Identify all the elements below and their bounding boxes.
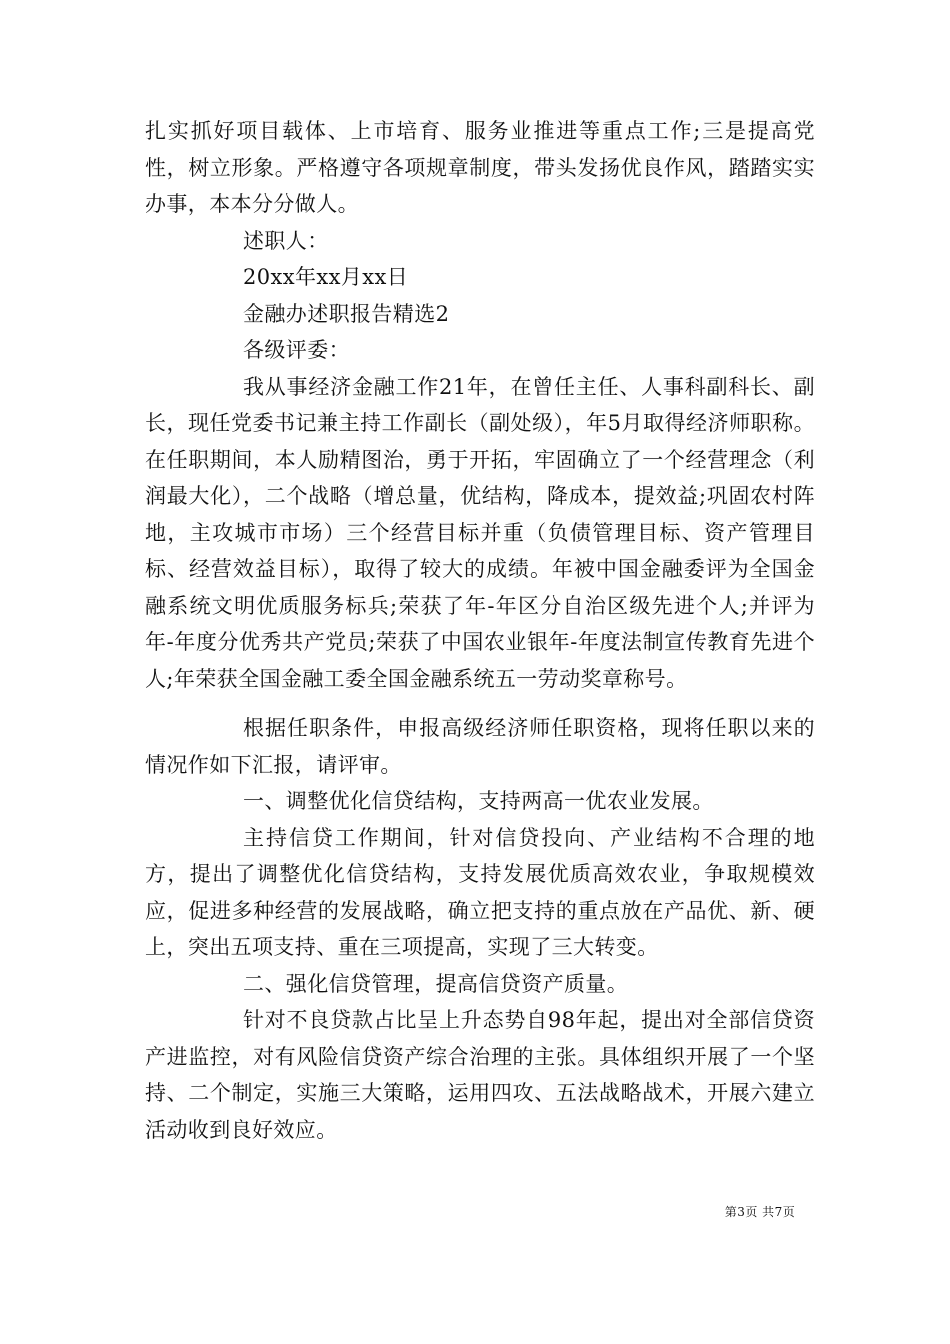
paragraph-point-two: 针对不良贷款占比呈上升态势自98年起，提出对全部信贷资产进监控，对有风险信贷资产综合治理的主张。具体组织开展了一个坚持、二个制定，实施三大策略，运用四攻、五法战略战术，开展六建立活动收到良好效应。 — [145, 1008, 815, 1142]
heading-point-two: 二、强化信贷管理，提高信贷资产质量。 — [243, 971, 629, 996]
section-title: 金融办述职报告精选2 — [243, 301, 450, 326]
paragraph-point-one: 主持信贷工作期间，针对信贷投向、产业结构不合理的地方，提出了调整优化信贷结构，支持发展优质高效农业，争取规模效应，促进多种经营的发展战略，确立把支持的重点放在产品优、新、硬上，突出五项支持、重在三项提高，实现了三大转变。 — [145, 825, 815, 959]
signature-label: 述职人： — [243, 228, 329, 253]
salutation: 各级评委： — [243, 338, 350, 362]
paragraph-continuation: 扎实抓好项目载体、上市培育、服务业推进等重点工作;三是提高党性，树立形象。严格遵守各项规章制度，带头发扬优良作风，踏踏实实办事，本本分分做人。 — [145, 119, 815, 216]
document-body — [145, 113, 815, 1148]
paragraph-introduction: 我从事经济金融工作21年，在曾任主任、人事科副科长、副长，现任党委书记兼主持工作副长（副处级），年5月取得经济师职称。在任职期间，本人励精图治，勇于开拓，牢固确立了一个经营理念（利润最大化），二个战略（增总量，优结构，降成本，提效益;巩固农村阵地，主攻城市市场）三个经营目标并重（负债管理目标、资产管理目标、经营效益目标），取得了较大的成绩。年被中国金融委评为全国金融系统文明优质服务标兵;荣获了年-年区分自治区级先进个人;并评为年-年度分优秀共产党员;荣获了中国农业银年-年度法制宣传教育先进个人;年荣获全国金融工委全国金融系统五一劳动奖章称号。 — [145, 374, 815, 691]
paragraph-report-purpose: 根据任职条件，申报高级经济师任职资格，现将任职以来的情况作如下汇报，请评审。 — [145, 716, 815, 777]
signature-date: 20xx年xx月xx日 — [243, 265, 409, 289]
heading-point-one: 一、调整优化信贷结构，支持两高一优农业发展。 — [243, 789, 714, 813]
page-number-footer: 第3页 共7页 — [724, 1205, 796, 1219]
